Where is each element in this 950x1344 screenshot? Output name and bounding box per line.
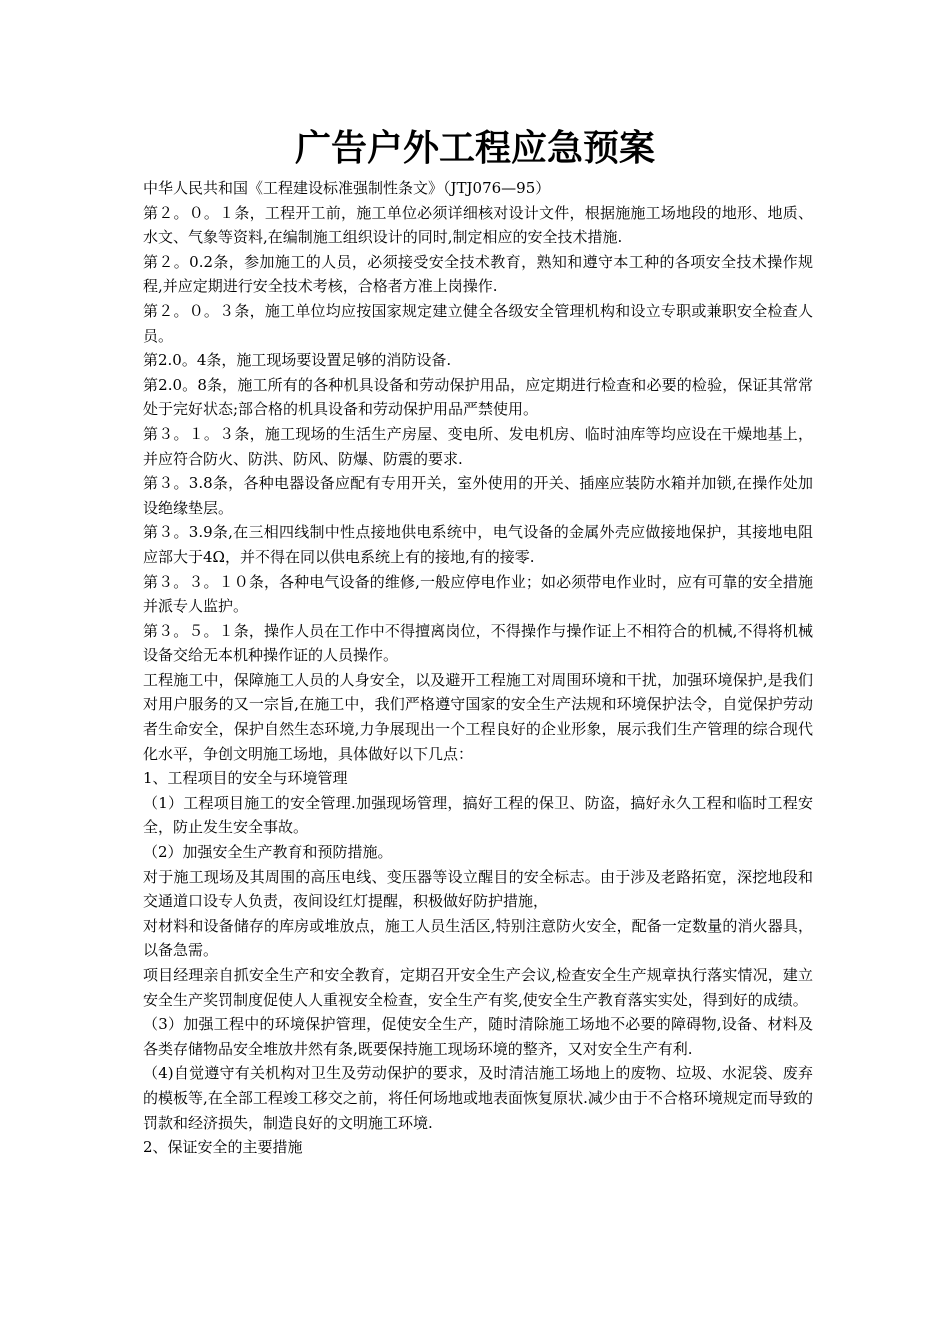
paragraph-clause-3-1-3: 第３。１。３条，施工现场的生活生产房屋、变电所、发电机房、临时油库等均应设在干燥地基上，并应符合防火、防洪、防风、防爆、防震的要求. bbox=[143, 424, 813, 468]
paragraph-clause-2-0-4: 第2.0。4条，施工现场要设置足够的消防设备. bbox=[143, 351, 452, 370]
paragraph-intro: 工程施工中，保障施工人员的人身安全，以及避开工程施工对周围环境和干扰，加强环境保护,是我们对用户服务的又一宗旨,在施工中，我们严格遵守国家的安全生产法规和环境保护法令，自觉保护劳动者生命安全，保护自然生态环境,力争展现出一个工程良好的企业形象，展示我们生产管理的综合现代化水平，争创文明施工场地，具体做好以下几点： bbox=[143, 670, 813, 763]
paragraph-clause-3-5-1: 第３。５。１条，操作人员在工作中不得擅离岗位，不得操作与操作证上不相符合的机械,不得将机械设备交给无本机种操作证的人员操作。 bbox=[143, 621, 813, 665]
paragraph-clause-2-0-2: 第２。0.2条，参加施工的人员，必须接受安全技术教育，熟知和遵守本工种的各项安全技术操作规程,并应定期进行安全技术考核，合格者方准上岗操作. bbox=[143, 252, 813, 296]
paragraph-item-3: （3）加强工程中的环境保护管理，促使安全生产，随时清除施工场地不必要的障碍物,设备、材料及各类存储物品安全堆放井然有条,既要保持施工现场环境的整齐，又对安全生产有利. bbox=[143, 1015, 813, 1058]
paragraph-clause-3-3-9: 第３。3.9条,在三相四线制中性点接地供电系统中，电气设备的金属外壳应做接地保护，其接地电阻应部大于4Ω，并不得在同以供电系统上有的接地,有的接零. bbox=[143, 523, 813, 566]
paragraph-project-manager: 项目经理亲自抓安全生产和安全教育，定期召开安全生产会议,检查安全生产规章执行落实情况，建立安全生产奖罚制度促使人人重视安全检查，安全生产有奖,使安全生产教育落实实处，得到好的成绩。 bbox=[143, 966, 813, 1009]
paragraph-item-4: （4)自觉遵守有关机构对卫生及劳动保护的要求，及时清洁施工场地上的废物、垃圾、水泥袋、废弃的模板等,在全部工程竣工移交之前，将任何场地或地表面恢复原状.减少由于不合格环境规定而导致的罚款和经济损失，制造良好的文明施工环境. bbox=[143, 1064, 813, 1132]
paragraph-clause-3-3-10: 第３。３。１０条，各种电气设备的维修,一般应停电作业；如必须带电作业时，应有可靠的安全措施并派专人监护。 bbox=[143, 572, 813, 616]
paragraph-fire-safety: 对材料和设备储存的库房或堆放点，施工人员生活区,特别注意防火安全，配备一定数量的消火器具，以备急需。 bbox=[143, 916, 813, 960]
paragraph-item-2: （2）加强安全生产教育和预防措施。 bbox=[143, 843, 393, 862]
paragraph-standard-reference: 中华人民共和国《工程建设标准强制性条文》（JTJ076—95） bbox=[143, 179, 551, 197]
section-heading-1: 1、工程项目的安全与环境管理 bbox=[143, 769, 348, 788]
paragraph-clause-3-3-8: 第３。3.8条，各种电器设备应配有专用开关，室外使用的开关、插座应装防水箱并加锁,在操作处加设绝缘垫层。 bbox=[143, 474, 813, 517]
paragraph-item-1: （1）工程项目施工的安全管理.加强现场管理，搞好工程的保卫、防盗，搞好永久工程和临时工程安全，防止发生安全事故。 bbox=[143, 793, 813, 837]
section-heading-2: 2、保证安全的主要措施 bbox=[143, 1138, 303, 1157]
paragraph-clause-2-0-3: 第２。０。３条，施工单位均应按国家规定建立健全各级安全管理机构和设立专职或兼职安全检查人员。 bbox=[143, 301, 813, 345]
document-title: 广告户外工程应急预案 bbox=[294, 127, 655, 169]
paragraph-clause-2-0-1: 第２。０。１条，工程开工前，施工单位必须详细核对设计文件，根据施施工场地段的地形、地质、水文、气象等资料,在编制施工组织设计的同时,制定相应的安全技术措施. bbox=[143, 203, 813, 247]
paragraph-safety-signs: 对于施工现场及其周围的高压电线、变压器等设立醒目的安全标志。由于涉及老路拓宽，深挖地段和交通道口设专人负责，夜间设红灯提醒，积极做好防护措施， bbox=[143, 867, 813, 911]
paragraph-clause-2-0-8: 第2.0。8条，施工所有的各种机具设备和劳动保护用品，应定期进行检查和必要的检验，保证其常常处于完好状态;部合格的机具设备和劳动保护用品严禁使用。 bbox=[143, 375, 813, 419]
document-body bbox=[143, 176, 813, 1160]
